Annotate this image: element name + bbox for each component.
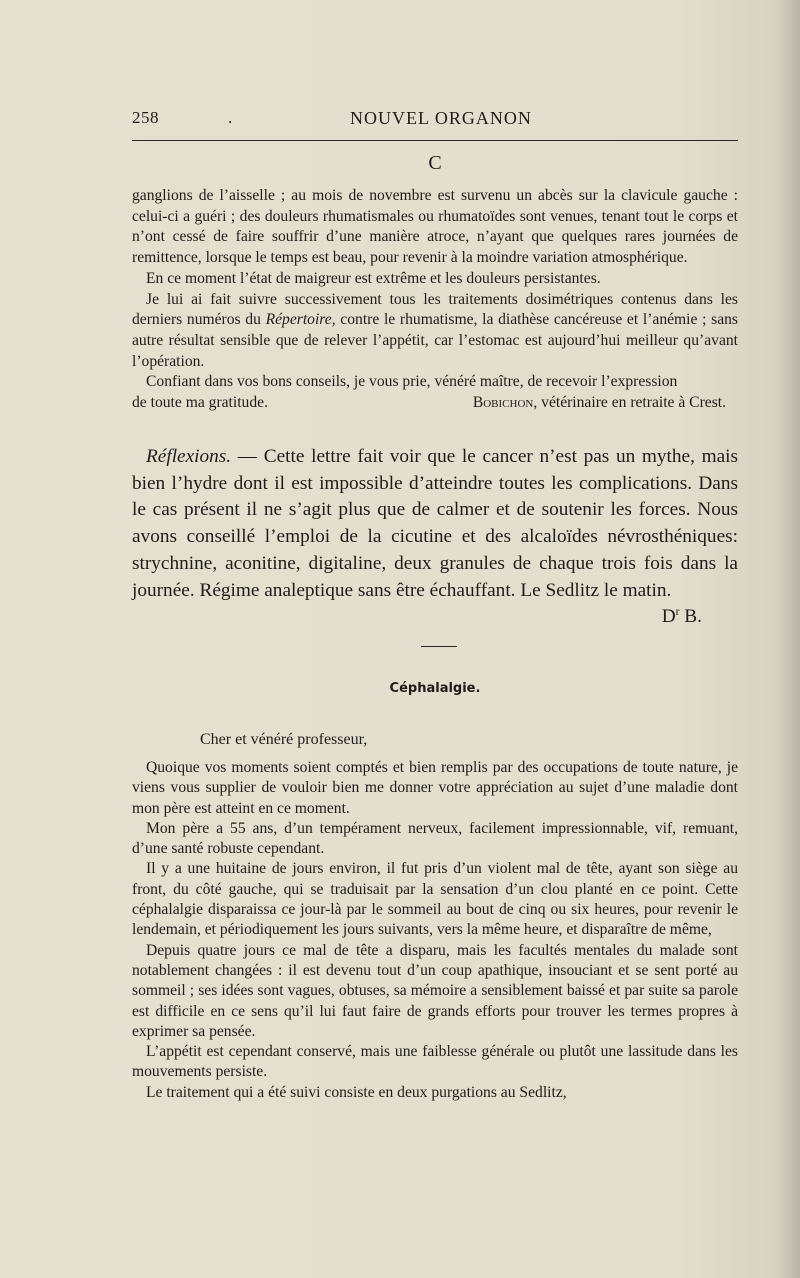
salutation: Cher et vénéré professeur, (200, 731, 368, 748)
paragraph: ganglions de l’aisselle ; au mois de novembre est survenu un abcès sur la clavicule gauche : celui-ci a guéri ; des douleurs rhumatismales ou rhumatoïdes sont venues, tenant tout le corps et n’ont cessé de faire souffrir d’une manière atroce, n’ayant que quelques rares journées de remittence, lorsque le temps est beau, pour revenir à la moindre variation atmosphérique. (132, 187, 738, 267)
paragraph: L’appétit est cependant conservé, mais une faiblesse générale ou plutôt une lassitude dans les mouvements persiste. (132, 1043, 738, 1081)
page-number: 258 (132, 108, 159, 127)
header-rule (132, 140, 738, 141)
paragraph: Je lui ai fait suivre successivement tous les traitements dosimétriques contenus dans les derniers numéros du Répertoire, contre le rhumatisme, la diathèse cancéreuse et l’anémie ; sans autre résultat sensible que de relever l’appétit, car l’estomac est aujourd’hui meilleur qu’avant l’opération. (132, 290, 738, 370)
running-title: NOUVEL ORGANON (350, 108, 532, 128)
paragraph: Confiant dans vos bons conseils, je vous prie, vénéré maître, de recevoir l’expression (146, 373, 678, 391)
signature (473, 393, 738, 414)
reflexions-signoff (132, 604, 738, 631)
section-letter: C (428, 152, 442, 174)
reflexions-text: — Cette lettre fait voir que le cancer n’est pas un mythe, mais bien l’hydre dont il est impossible d’atteindre toutes les complications. Dans le cas présent il ne s’agit plus que de calmer et de soutenir les forces. Nous avons conseillé l’emploi de la cicutine et des alcaloïdes névrosthéniques: strychnine, aconitine, digitaline, deux granules de chaque trois fois dans la journée. Régime analeptique sans être échauffant. Le Sedlitz le matin. (132, 446, 738, 601)
section-divider (421, 646, 457, 647)
paragraph: Il y a une huitaine de jours environ, il fut pris d’un violent mal de tête, ayant son siège au front, du côté gauche, qui se traduisait par la sensation d’un clou planté en ce point. Cette céphalalgie disparaissa ce jour-là par le sommeil au bout de cinq ou six heures, pour revenir le lendemain, et périodiquement les jours suivants, vers la même heure, et disparaître de même, (132, 860, 738, 939)
letter-bobichon (132, 186, 738, 414)
reflexions-paragraph (132, 444, 738, 604)
case-title: Céphalalgie. (389, 681, 481, 696)
header-dot: . (228, 108, 233, 127)
page-header (132, 108, 738, 134)
paragraph: Quoique vos moments soient comptés et bien remplis par des occupations de toute nature, je viens vous supplier de vouloir bien me donner votre appréciation au sujet d’une maladie dont mon père est atteint en ce moment. (132, 759, 738, 817)
paragraph: Mon père a 55 ans, d’un tempérament nerveux, facilement impressionnable, vif, remuant, d’une santé robuste cependant. (132, 819, 738, 858)
signature-name: Bobichon (472, 394, 534, 412)
paragraph: Le traitement qui a été suivi consiste en deux purgations au Sedlitz, (146, 1083, 567, 1101)
reflexions-section (132, 444, 738, 631)
repertoire-title: Répertoire (265, 311, 332, 329)
closing-line (132, 393, 738, 414)
author-signoff: $D^r$ B. (661, 605, 702, 628)
letter-cephalalgie (132, 758, 738, 1103)
signature-title: , vétérinaire en retraite à Crest. (533, 394, 726, 412)
closing-text: de toute ma gratitude. (132, 394, 268, 412)
reflexions-label: Réflexions. (146, 446, 232, 467)
paragraph: Depuis quatre jours ce mal de tête a disparu, mais les facultés mentales du malade sont notablement changées : il est devenu tout d’un coup apathique, insouciant et se sent porté au sommeil ; ses idées sont vagues, obtuses, sa mémoire a sensiblement baissé et par suite sa parole est difficile en ce sens qu’il lui faut faire de grands efforts pour trouver les termes propres à exprimer sa pensée. (132, 941, 738, 1040)
paragraph: En ce moment l’état de maigreur est extrême et les douleurs persistantes. (146, 269, 601, 287)
